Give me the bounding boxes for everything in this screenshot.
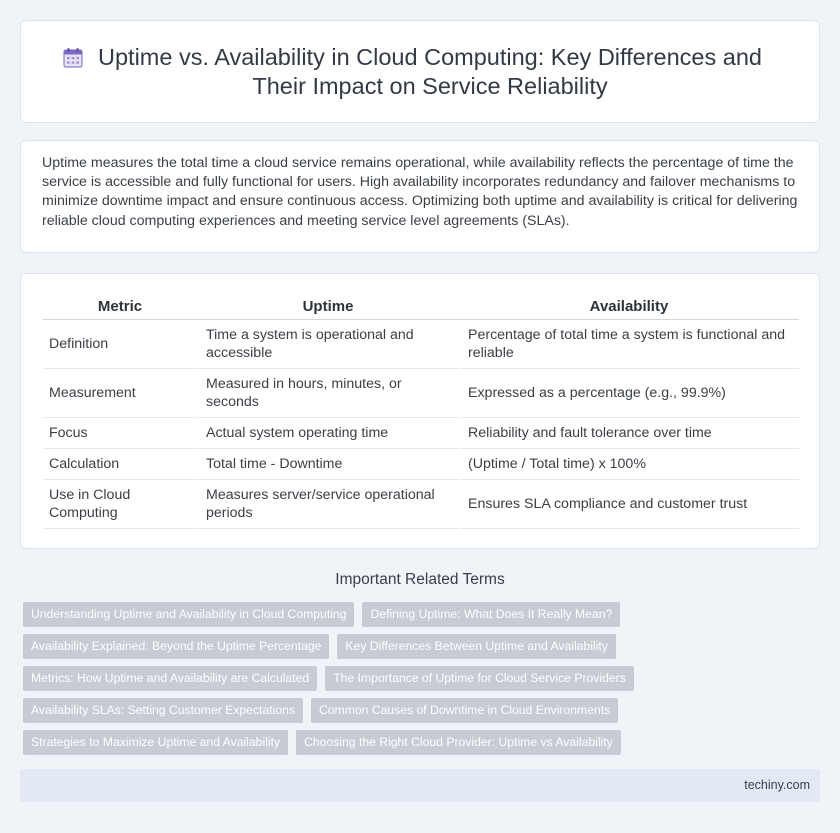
related-term-tag[interactable]: Choosing the Right Cloud Provider: Uptime vs Availability xyxy=(296,730,621,755)
table-cell: (Uptime / Total time) x 100% xyxy=(459,449,799,480)
table-cell: Definition xyxy=(43,320,197,369)
table-cell: Measures server/service operational periods xyxy=(197,480,459,529)
table-row xyxy=(43,320,799,369)
table-cell: Calculation xyxy=(43,449,197,480)
header-availability: Availability xyxy=(459,293,799,320)
title-line-1: Uptime vs. Availability in Cloud Computing: Key Differences and xyxy=(98,44,762,70)
table-cell: Measurement xyxy=(43,369,197,418)
table-cell: Percentage of total time a system is functional and reliable xyxy=(459,320,799,369)
related-term-tag[interactable]: Common Causes of Downtime in Cloud Environments xyxy=(311,698,618,723)
tag-row xyxy=(23,698,823,730)
footer xyxy=(20,769,820,802)
table-row xyxy=(43,449,799,480)
related-term-tag[interactable]: Availability Explained: Beyond the Uptime Percentage xyxy=(23,634,329,659)
intro-text: Uptime measures the total time a cloud service remains operational, while availability reflects the percentage of time the service is accessible and fully functional for users. High availability incorporates redundancy and failover mechanisms to minimize downtime impact and ensure continuous access. Optimizing both uptime and availability is critical for delivering reliable cloud computing experiences and meeting service level agreements (SLAs). xyxy=(42,155,798,229)
table-cell: Ensures SLA compliance and customer trust xyxy=(459,480,799,529)
table-cell: Reliability and fault tolerance over time xyxy=(459,418,799,449)
table-cell: Total time - Downtime xyxy=(197,449,459,480)
header-uptime: Uptime xyxy=(197,293,459,320)
header-card xyxy=(20,20,820,123)
table-header-row xyxy=(43,293,799,320)
related-term-tag[interactable]: Availability SLAs: Setting Customer Expectations xyxy=(23,698,303,723)
footer-site-link[interactable]: techiny.com xyxy=(744,778,810,792)
title-line-2: Their Impact on Service Reliability xyxy=(252,73,608,99)
related-term-tag[interactable]: Strategies to Maximize Uptime and Availability xyxy=(23,730,288,755)
page-title xyxy=(61,43,799,101)
related-term-tag[interactable]: Understanding Uptime and Availability in Cloud Computing xyxy=(23,602,354,627)
comparison-table-card xyxy=(20,273,820,549)
table-cell: Actual system operating time xyxy=(197,418,459,449)
table-cell: Expressed as a percentage (e.g., 99.9%) xyxy=(459,369,799,418)
tag-row xyxy=(23,666,823,698)
table-row xyxy=(43,369,799,418)
table-cell: Measured in hours, minutes, or seconds xyxy=(197,369,459,418)
header-metric: Metric xyxy=(43,293,197,320)
table-cell: Focus xyxy=(43,418,197,449)
table-cell: Time a system is operational and accessible xyxy=(197,320,459,369)
related-term-tag[interactable]: Key Differences Between Uptime and Availability xyxy=(337,634,615,659)
tag-row xyxy=(23,634,823,666)
table-row xyxy=(43,480,799,529)
comparison-table xyxy=(43,293,799,529)
related-terms-list xyxy=(23,602,823,762)
related-term-tag[interactable]: Metrics: How Uptime and Availability are Calculated xyxy=(23,666,317,691)
related-terms-title: Important Related Terms xyxy=(335,571,505,588)
related-term-tag[interactable]: The Importance of Uptime for Cloud Service Providers xyxy=(325,666,634,691)
related-term-tag[interactable]: Defining Uptime: What Does It Really Mean? xyxy=(362,602,620,627)
table-row xyxy=(43,418,799,449)
table-cell: Use in Cloud Computing xyxy=(43,480,197,529)
tag-row xyxy=(23,602,823,634)
tag-row xyxy=(23,730,823,762)
intro-card xyxy=(20,140,820,253)
